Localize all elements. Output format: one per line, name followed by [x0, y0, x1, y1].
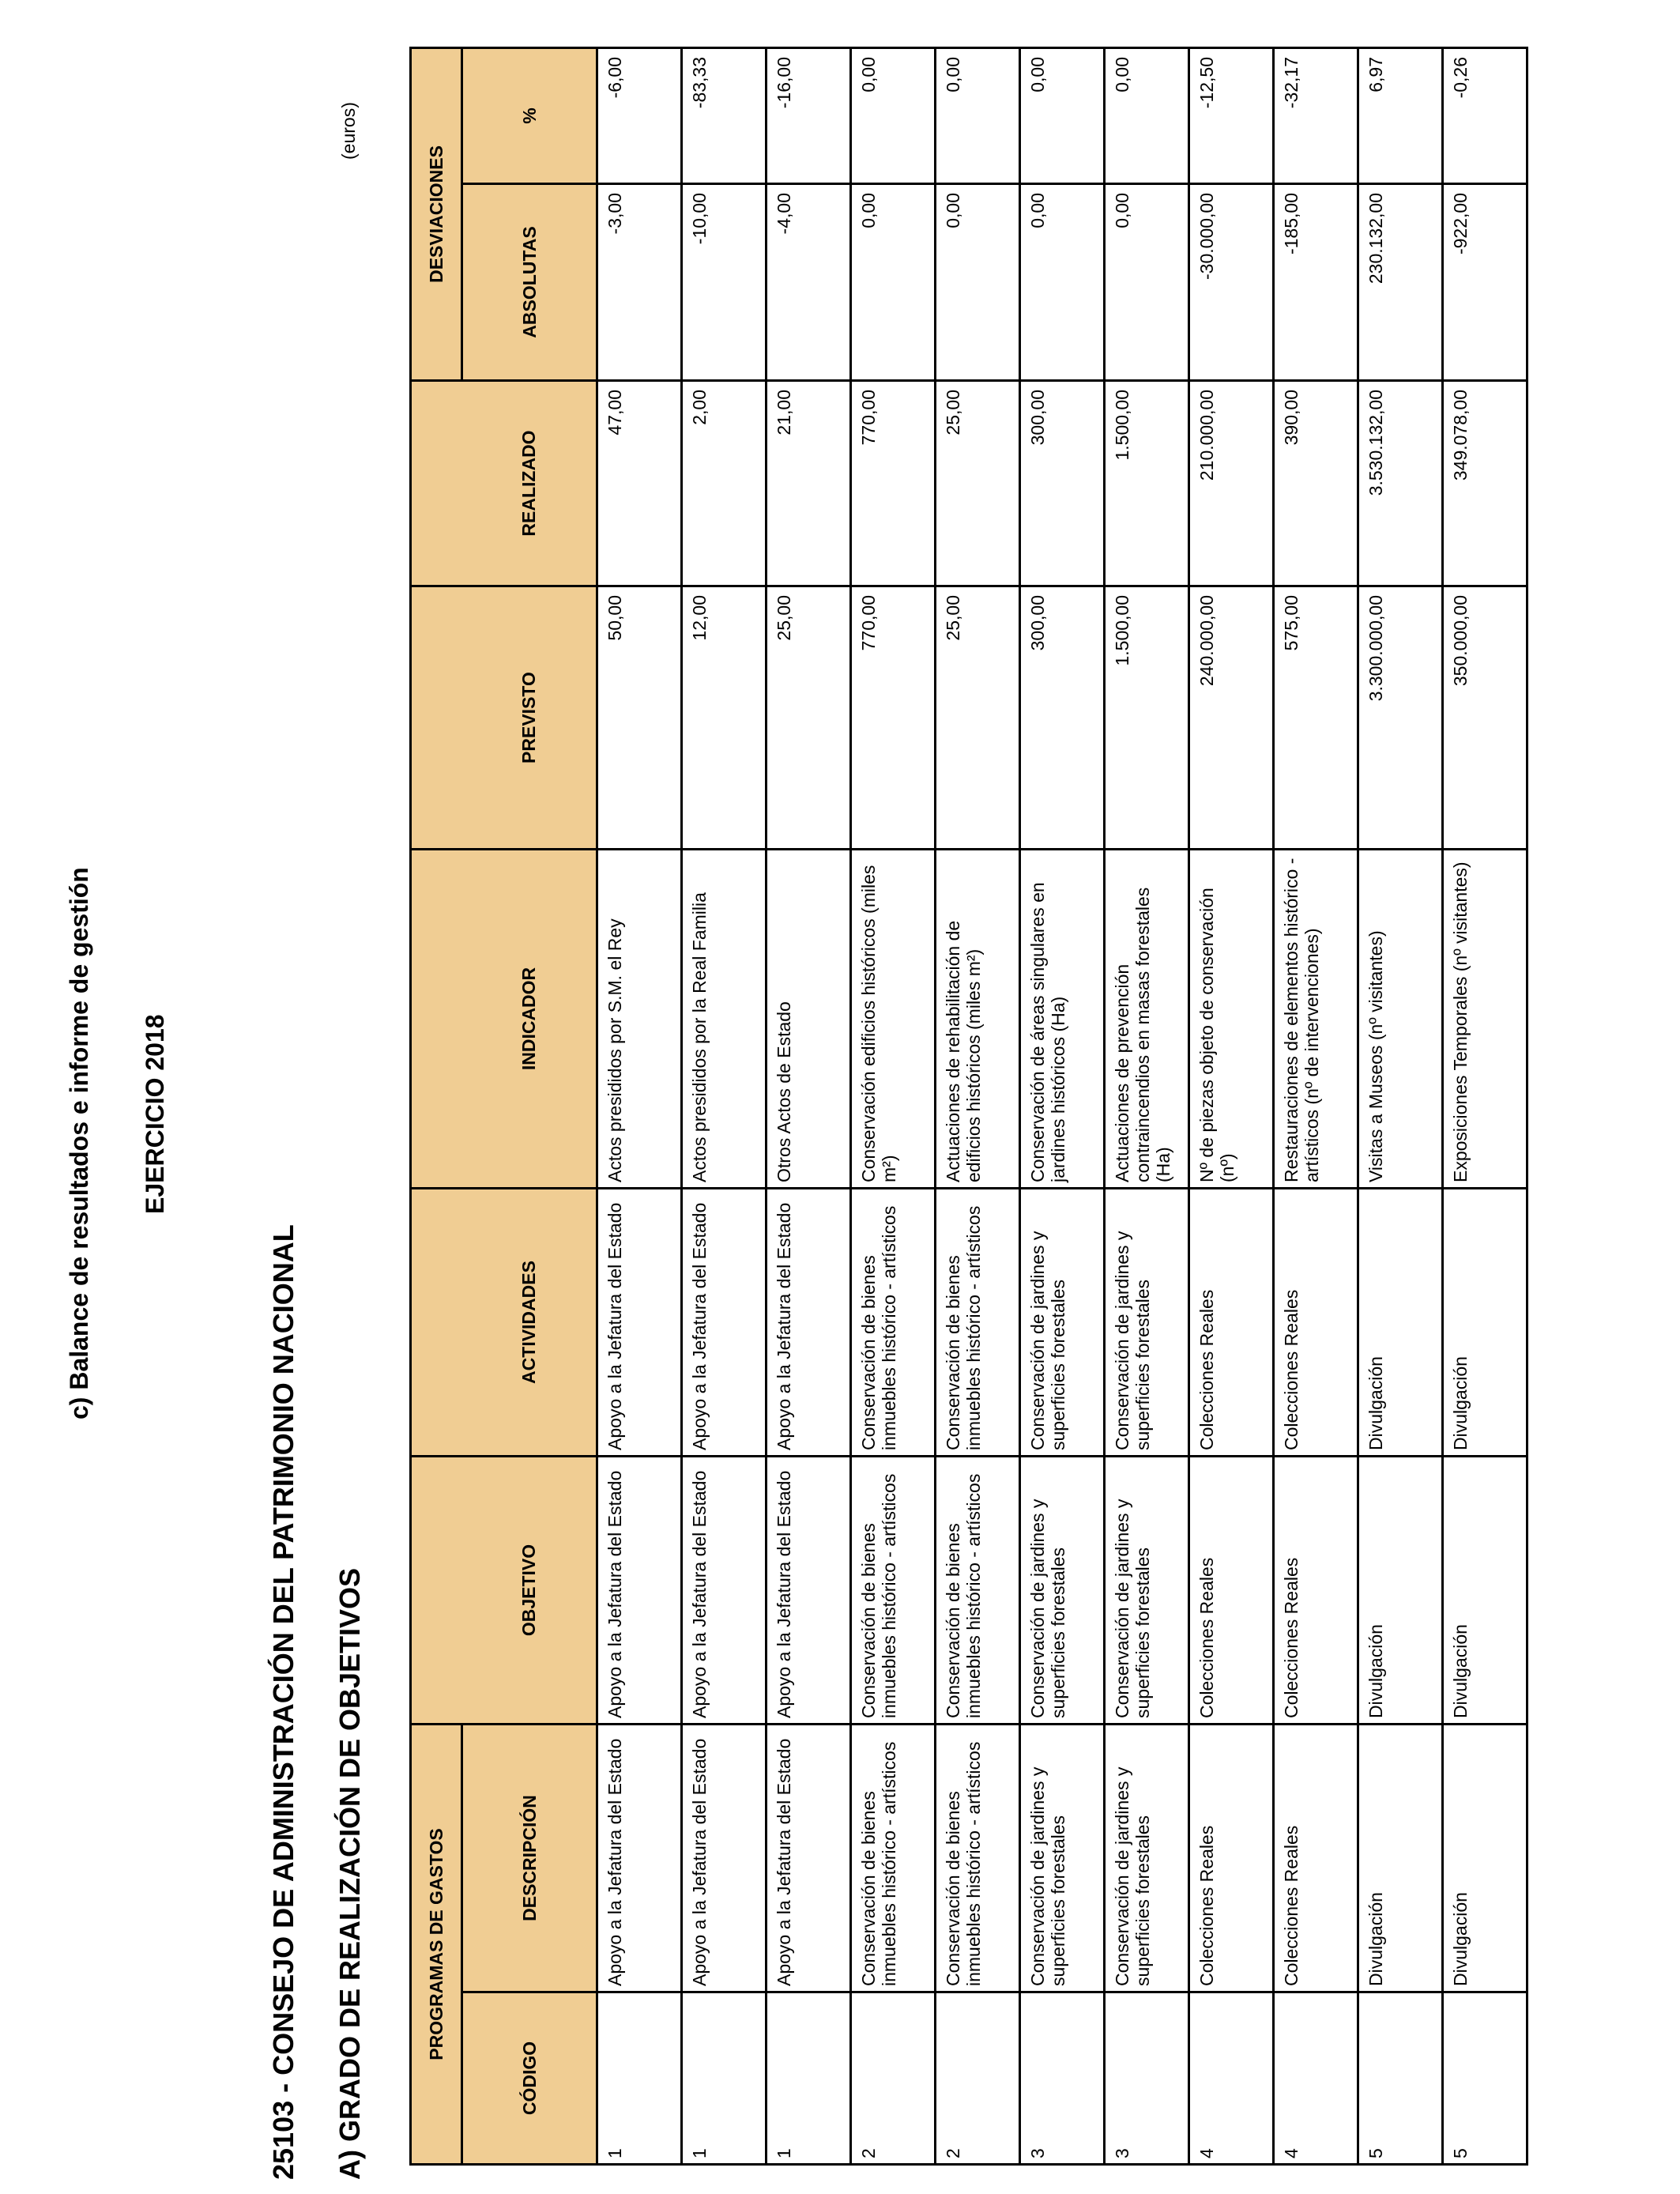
code-column-header: CÓDIGO: [462, 1992, 597, 2165]
percent-deviation-cell: -0,26: [1443, 47, 1527, 183]
code-cell: 3: [1105, 1992, 1189, 2165]
percent-deviation-cell: -83,33: [682, 47, 767, 183]
percent-deviation-cell: -32,17: [1274, 47, 1358, 183]
absolute-column-header: ABSOLUTAS: [462, 184, 597, 381]
code-cell: 4: [1274, 1992, 1358, 2165]
activities-cell: Colecciones Reales: [1189, 1189, 1274, 1457]
activities-cell: Apoyo a la Jefatura del Estado: [597, 1189, 682, 1457]
objective-cell: Divulgación: [1358, 1457, 1443, 1725]
percent-deviation-cell: 0,00: [1020, 47, 1105, 183]
code-cell: 1: [682, 1992, 767, 2165]
code-cell: 5: [1358, 1992, 1443, 2165]
code-cell: 4: [1189, 1992, 1274, 2165]
indicator-cell: Restauraciones de elementos histórico - artísticos (nº de intervenciones): [1274, 850, 1358, 1189]
achieved-cell: 25,00: [936, 381, 1020, 586]
table-row: [1358, 47, 1443, 2164]
percent-deviation-cell: 0,00: [1105, 47, 1189, 183]
table-row: [1274, 47, 1358, 2164]
code-cell: 5: [1443, 1992, 1527, 2165]
indicator-column-header: INDICADOR: [462, 850, 597, 1189]
achieved-cell: 1.500,00: [1105, 381, 1189, 586]
objective-cell: Apoyo a la Jefatura del Estado: [597, 1457, 682, 1725]
table-row: [1443, 47, 1527, 2164]
activities-header-top: [411, 1189, 462, 1457]
table-row: [682, 47, 767, 2164]
planned-cell: 575,00: [1274, 586, 1358, 850]
percent-deviation-cell: -12,50: [1189, 47, 1274, 183]
planned-cell: 25,00: [936, 586, 1020, 850]
absolute-deviation-cell: -185,00: [1274, 184, 1358, 381]
achieved-cell: 300,00: [1020, 381, 1105, 586]
planned-cell: 1.500,00: [1105, 586, 1189, 850]
absolute-deviation-cell: -3,00: [597, 184, 682, 381]
code-cell: 3: [1020, 1992, 1105, 2165]
absolute-deviation-cell: 0,00: [1105, 184, 1189, 381]
planned-cell: 3.300.000,00: [1358, 586, 1443, 850]
exercise-title: EJERCICIO 2018: [141, 1014, 169, 1214]
indicator-cell: Nº de piezas objeto de conservación (nº): [1189, 850, 1274, 1189]
table-row: [1189, 47, 1274, 2164]
description-cell: Apoyo a la Jefatura del Estado: [597, 1725, 682, 1992]
table-row: [851, 47, 936, 2164]
achieved-column-header: REALIZADO: [462, 381, 597, 586]
code-cell: 2: [851, 1992, 936, 2165]
achieved-cell: 210.000,00: [1189, 381, 1274, 586]
absolute-deviation-cell: -4,00: [767, 184, 851, 381]
objective-cell: Divulgación: [1443, 1457, 1527, 1725]
planned-header-top: [411, 586, 462, 850]
indicator-cell: Actos presididos por S.M. el Rey: [597, 850, 682, 1189]
activities-cell: Divulgación: [1358, 1189, 1443, 1457]
absolute-deviation-cell: -10,00: [682, 184, 767, 381]
description-cell: Conservación de bienes inmuebles histórico - artísticos: [851, 1725, 936, 1992]
description-cell: Colecciones Reales: [1274, 1725, 1358, 1992]
objective-cell: Conservación de jardines y superficies forestales: [1105, 1457, 1189, 1725]
planned-cell: 50,00: [597, 586, 682, 850]
activities-cell: Apoyo a la Jefatura del Estado: [767, 1189, 851, 1457]
percent-column-header: %: [462, 47, 597, 183]
indicator-cell: Actos presididos por la Real Familia: [682, 850, 767, 1189]
planned-cell: 770,00: [851, 586, 936, 850]
table-row: [1105, 47, 1189, 2164]
absolute-deviation-cell: 0,00: [1020, 184, 1105, 381]
activities-cell: Conservación de bienes inmuebles histórico - artísticos: [851, 1189, 936, 1457]
table-row: [767, 47, 851, 2164]
units-label: (euros): [338, 102, 359, 160]
absolute-deviation-cell: 0,00: [851, 184, 936, 381]
planned-cell: 240.000,00: [1189, 586, 1274, 850]
planned-cell: 350.000,00: [1443, 586, 1527, 850]
code-cell: 1: [597, 1992, 682, 2165]
description-column-header: DESCRIPCIÓN: [462, 1725, 597, 1992]
indicator-cell: Actuaciones de prevención contraincendios en masas forestales (Ha): [1105, 850, 1189, 1189]
achieved-header-top: [411, 381, 462, 586]
objective-cell: Apoyo a la Jefatura del Estado: [682, 1457, 767, 1725]
achieved-cell: 770,00: [851, 381, 936, 586]
description-cell: Conservación de jardines y superficies forestales: [1105, 1725, 1189, 1992]
percent-deviation-cell: -6,00: [597, 47, 682, 183]
planned-cell: 300,00: [1020, 586, 1105, 850]
indicator-cell: Otros Actos de Estado: [767, 850, 851, 1189]
absolute-deviation-cell: 230.132,00: [1358, 184, 1443, 381]
objective-cell: Conservación de jardines y superficies forestales: [1020, 1457, 1105, 1725]
activities-cell: Conservación de jardines y superficies forestales: [1105, 1189, 1189, 1457]
objective-header-top: [411, 1457, 462, 1725]
activities-cell: Conservación de bienes inmuebles histórico - artísticos: [936, 1189, 1020, 1457]
percent-deviation-cell: -16,00: [767, 47, 851, 183]
achieved-cell: 21,00: [767, 381, 851, 586]
activities-cell: Conservación de jardines y superficies forestales: [1020, 1189, 1105, 1457]
table-row: [597, 47, 682, 2164]
indicator-cell: Visitas a Museos (nº visitantes): [1358, 850, 1443, 1189]
absolute-deviation-cell: -922,00: [1443, 184, 1527, 381]
planned-column-header: PREVISTO: [462, 586, 597, 850]
indicator-cell: Conservación edificios históricos (miles m²): [851, 850, 936, 1189]
absolute-deviation-cell: 0,00: [936, 184, 1020, 381]
description-cell: Conservación de jardines y superficies forestales: [1020, 1725, 1105, 1992]
objective-cell: Apoyo a la Jefatura del Estado: [767, 1457, 851, 1725]
description-cell: Colecciones Reales: [1189, 1725, 1274, 1992]
entity-title: 25103 - CONSEJO DE ADMINISTRACIÓN DEL PATRIMONIO NACIONAL: [267, 1224, 299, 2180]
activities-column-header: ACTIVIDADES: [462, 1189, 597, 1457]
achieved-cell: 349.078,00: [1443, 381, 1527, 586]
objectives-table: [409, 47, 1528, 2166]
absolute-deviation-cell: -30.000,00: [1189, 184, 1274, 381]
table-row: [936, 47, 1020, 2164]
code-cell: 2: [936, 1992, 1020, 2165]
description-cell: Conservación de bienes inmuebles histórico - artísticos: [936, 1725, 1020, 1992]
code-cell: 1: [767, 1992, 851, 2165]
activities-cell: Divulgación: [1443, 1189, 1527, 1457]
objective-cell: Colecciones Reales: [1189, 1457, 1274, 1725]
section-title: c) Balance de resultados e informe de gestión: [65, 867, 93, 1419]
planned-cell: 12,00: [682, 586, 767, 850]
percent-deviation-cell: 0,00: [851, 47, 936, 183]
indicator-cell: Actuaciones de rehabilitación de edificios históricos (miles m²): [936, 850, 1020, 1189]
objective-cell: Conservación de bienes inmuebles histórico - artísticos: [851, 1457, 936, 1725]
achieved-cell: 3.530.132,00: [1358, 381, 1443, 586]
planned-cell: 25,00: [767, 586, 851, 850]
description-cell: Apoyo a la Jefatura del Estado: [767, 1725, 851, 1992]
activities-cell: Apoyo a la Jefatura del Estado: [682, 1189, 767, 1457]
achieved-cell: 390,00: [1274, 381, 1358, 586]
objectives-subtitle: A) GRADO DE REALIZACIÓN DE OBJETIVOS: [333, 1567, 366, 2180]
achieved-cell: 47,00: [597, 381, 682, 586]
objective-column-header: OBJETIVO: [462, 1457, 597, 1725]
description-cell: Divulgación: [1358, 1725, 1443, 1992]
achieved-cell: 2,00: [682, 381, 767, 586]
description-cell: Apoyo a la Jefatura del Estado: [682, 1725, 767, 1992]
objective-cell: Colecciones Reales: [1274, 1457, 1358, 1725]
indicator-cell: Conservación de áreas singulares en jardines históricos (Ha): [1020, 850, 1105, 1189]
programs-group-header: PROGRAMAS DE GASTOS: [411, 1725, 462, 2165]
objective-cell: Conservación de bienes inmuebles histórico - artísticos: [936, 1457, 1020, 1725]
indicator-header-top: [411, 850, 462, 1189]
indicator-cell: Exposiciones Temporales (nº visitantes): [1443, 850, 1527, 1189]
description-cell: Divulgación: [1443, 1725, 1527, 1992]
activities-cell: Colecciones Reales: [1274, 1189, 1358, 1457]
deviations-group-header: DESVIACIONES: [411, 47, 462, 380]
percent-deviation-cell: 6,97: [1358, 47, 1443, 183]
percent-deviation-cell: 0,00: [936, 47, 1020, 183]
table-row: [1020, 47, 1105, 2164]
